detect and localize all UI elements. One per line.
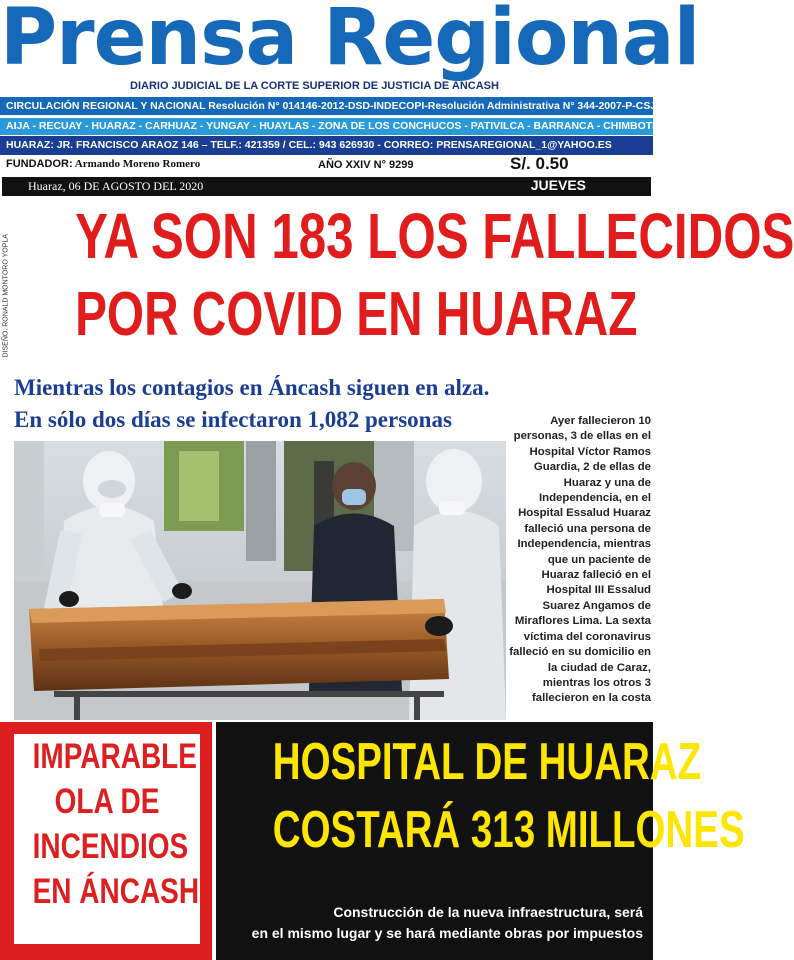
hospital-headline-line2: COSTARÁ 313 MILLONES (272, 801, 745, 859)
main-headline-line1: YA SON 183 LOS FALLECIDOS (75, 200, 794, 272)
masthead-title: Prensa Regional (0, 0, 700, 83)
fires-headline-line3: INCENDIOS (32, 827, 189, 866)
design-credit (0, 214, 12, 364)
founder-label: FUNDADOR: (6, 158, 73, 170)
circulation-resolution: Resolución N° 014146-2012-DSD-INDECOPI-Resolución Administrativa N° 344-2007-P-CSJAN/PJ (205, 100, 688, 112)
funeral-photo-illustration (14, 441, 506, 720)
main-subhead-line2: En sólo dos días se infectaron 1,082 personas (14, 407, 452, 432)
masthead-subtitle: DIARIO JUDICIAL DE LA CORTE SUPERIOR DE JUSTICIA DE ANCASH (130, 80, 499, 92)
founder-name: Armando Moreno Romero (72, 158, 201, 170)
fires-story-box (0, 722, 212, 960)
hospital-headline-line1: HOSPITAL DE HUARAZ (272, 733, 702, 791)
circulation-label: CIRCULACIÓN REGIONAL Y NACIONAL (6, 100, 206, 112)
weekday: JUEVES (530, 177, 586, 193)
hospital-subhead-line1: Construcción de la nueva infraestructura, será (333, 904, 643, 920)
main-headline-line2: POR COVID EN HUARAZ (75, 280, 638, 349)
main-subhead-line1: Mientras los contagios en Áncash siguen en alza. (14, 375, 490, 400)
fires-headline-line2: OLA DE (54, 782, 160, 821)
locations-bar: AIJA - RECUAY - HUARAZ - CARHUAZ - YUNGAY - HUAYLAS - ZONA DE LOS CONCHUCOS - PATIVILCA - BARRANCA - CHIMBOTE - LIMA NORTE (0, 118, 653, 135)
issue-number: AÑO XXIV N° 9299 (318, 159, 414, 171)
design-credit-text: DISEÑO: RONALD MONTORO YOPLA (2, 234, 10, 358)
contact-bar: HUARAZ: JR. FRANCISCO ARAOZ 146 – TELF.: 421359 / CEL.: 943 626930 - CORREO: PRENSAREGIONAL_1@YAHOO.ES (0, 136, 653, 155)
main-story-body: Ayer fallecieron 10 personas, 3 de ellas en el Hospital Víctor Ramos Guardia, 2 de ellas de Huaraz y una de Independencia, en el Hospital Essalud Huaraz falleció una persona de Independencia, mientras que un paciente de Huaraz falleció en el Hospital III Essalud Suarez Angamos de Miraflores Lima. La sexta víctima del coronavirus falleció en su domicilio en la ciudad de Caraz, mientras los otros 3 fallecieron en la costa (509, 415, 651, 705)
fires-headline (14, 734, 200, 944)
hospital-story-box (216, 722, 745, 960)
circulation-bar (0, 97, 688, 115)
fires-headline-line4: EN ÁNCASH (32, 872, 200, 911)
fires-headline-line1: IMPARABLE (32, 737, 197, 776)
issue-date: Huaraz, 06 DE AGOSTO DEL 2020 (28, 179, 204, 193)
news-photo (14, 441, 506, 720)
price: S/. 0.50 (510, 154, 569, 173)
hospital-subhead-line2: en el mismo lugar y se hará mediante obras por impuestos (251, 925, 643, 941)
date-bar (2, 177, 651, 196)
founder-line (6, 158, 200, 170)
